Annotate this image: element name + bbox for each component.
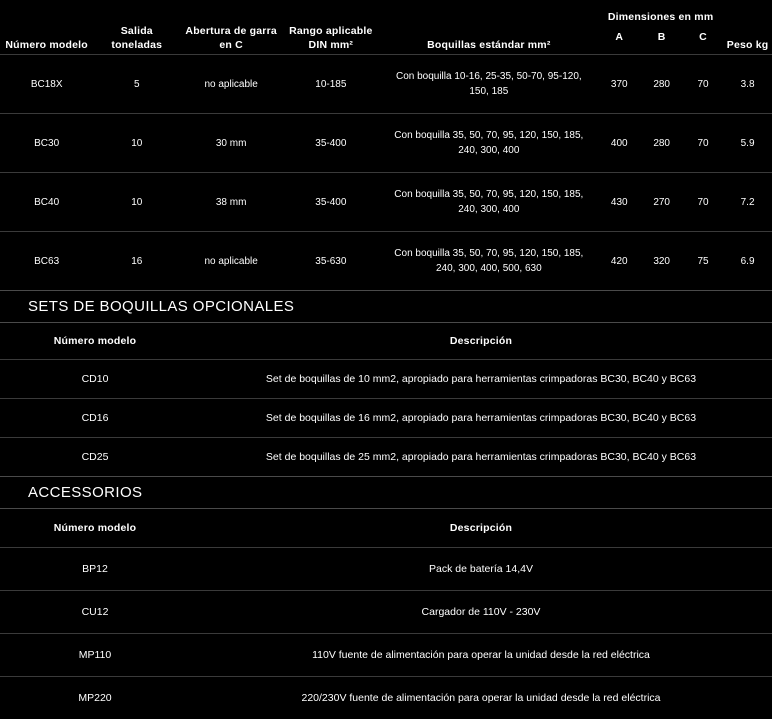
cell-output: 10	[93, 114, 180, 173]
table-row	[0, 677, 772, 719]
cell-opening: 30 mm	[180, 114, 282, 173]
col-header-description: Descripción	[190, 509, 772, 548]
cell-model: CD10	[0, 360, 190, 399]
specs-table-head	[0, 0, 772, 55]
table-row	[0, 438, 772, 477]
cell-opening: 38 mm	[180, 173, 282, 232]
col-header-range: Rango aplicable DIN mm²	[289, 25, 373, 52]
cell-nozzles: Con boquilla 10-16, 25-35, 50-70, 95-120, 150, 185	[380, 55, 598, 114]
nozzle-sets-header-row	[0, 323, 772, 360]
cell-model: MP110	[0, 634, 190, 677]
cell-b: 320	[640, 232, 682, 291]
cell-description: 110V fuente de alimentación para operar la unidad desde la red eléctrica	[190, 634, 772, 677]
cell-description: 220/230V fuente de alimentación para operar la unidad desde la red eléctrica	[301, 692, 661, 705]
cell-model: CD25	[81, 451, 109, 464]
cell-weight: 7.2	[723, 173, 772, 232]
accessories-table	[0, 509, 772, 719]
cell-model: BC40	[0, 173, 93, 232]
cell-c: 70	[683, 114, 723, 173]
nozzle-sets-table-head	[0, 323, 772, 360]
cell-weight: 3.8	[723, 55, 772, 114]
cell-opening: no aplicable	[180, 232, 282, 291]
col-header-description: Descripción	[190, 323, 772, 360]
col-header-opening: Abertura de garra en C	[185, 25, 277, 52]
col-header-model: Número modelo	[5, 39, 88, 52]
cell-b: 280	[640, 55, 682, 114]
accessories-table-body	[0, 548, 772, 719]
cell-description: Set de boquillas de 10 mm2, apropiado para herramientas crimpadoras BC30, BC40 y BC63	[190, 360, 772, 399]
cell-a: 370	[598, 55, 640, 114]
cell-nozzles: Con boquilla 35, 50, 70, 95, 120, 150, 185, 240, 300, 400	[380, 114, 598, 173]
table-row	[0, 114, 772, 173]
cell-output: 5	[93, 55, 180, 114]
cell-opening: no aplicable	[180, 55, 282, 114]
specs-table-body	[0, 55, 772, 291]
specifications-table	[0, 0, 772, 290]
table-row	[0, 232, 772, 291]
table-row	[0, 591, 772, 634]
specs-group-header-row	[0, 0, 772, 26]
col-header-model: Número modelo	[0, 323, 190, 360]
col-header-a: A	[615, 31, 624, 44]
table-row	[0, 360, 772, 399]
cell-description: Cargador de 110V - 230V	[190, 591, 772, 634]
cell-model: BC63	[0, 232, 93, 291]
cell-output: 10	[93, 173, 180, 232]
cell-description: Set de boquillas de 16 mm2, apropiado para herramientas crimpadoras BC30, BC40 y BC63	[190, 399, 772, 438]
section-title-nozzle-sets: SETS DE BOQUILLAS OPCIONALES	[0, 290, 772, 323]
cell-description: Set de boquillas de 25 mm2, apropiado para herramientas crimpadoras BC30, BC40 y BC63	[265, 451, 697, 464]
cell-nozzles: Con boquilla 35, 50, 70, 95, 120, 150, 185, 240, 300, 400, 500, 630	[380, 232, 598, 291]
cell-model: BC18X	[0, 55, 93, 114]
nozzle-sets-table	[0, 323, 772, 476]
table-row	[0, 634, 772, 677]
cell-a: 400	[598, 114, 640, 173]
section-title-accessories: ACCESSORIOS	[0, 476, 772, 509]
cell-model: CD16	[0, 399, 190, 438]
col-header-output: Salida toneladas	[111, 25, 163, 52]
cell-range: 35-630	[282, 232, 380, 291]
col-header-nozzles: Boquillas estándar mm²	[427, 39, 551, 52]
cell-range: 35-400	[282, 173, 380, 232]
cell-c: 70	[683, 55, 723, 114]
cell-description: Pack de batería 14,4V	[190, 548, 772, 591]
table-row	[0, 173, 772, 232]
col-group-header-dimensions: Dimensiones en mm	[607, 11, 714, 23]
nozzle-sets-table-body	[0, 360, 772, 477]
cell-nozzles: Con boquilla 35, 50, 70, 95, 120, 150, 185, 240, 300, 400	[380, 173, 598, 232]
cell-range: 10-185	[282, 55, 380, 114]
cell-model: CU12	[0, 591, 190, 634]
table-row	[0, 55, 772, 114]
cell-model: BP12	[0, 548, 190, 591]
col-header-model: Número modelo	[0, 509, 190, 548]
cell-c: 70	[683, 173, 723, 232]
col-header-b: B	[657, 31, 666, 44]
cell-range: 35-400	[282, 114, 380, 173]
col-header-c: C	[699, 31, 707, 44]
accessories-table-head	[0, 509, 772, 548]
accessories-header-row	[0, 509, 772, 548]
cell-a: 430	[598, 173, 640, 232]
cell-model: BC30	[0, 114, 93, 173]
table-row	[0, 548, 772, 591]
cell-model: MP220	[78, 692, 112, 705]
cell-weight: 6.9	[723, 232, 772, 291]
cell-b: 280	[640, 114, 682, 173]
col-header-weight: Peso kg	[726, 39, 769, 52]
cell-b: 270	[640, 173, 682, 232]
cell-a: 420	[598, 232, 640, 291]
table-row	[0, 399, 772, 438]
cell-output: 16	[93, 232, 180, 291]
cell-c: 75	[683, 232, 723, 291]
cell-weight: 5.9	[723, 114, 772, 173]
